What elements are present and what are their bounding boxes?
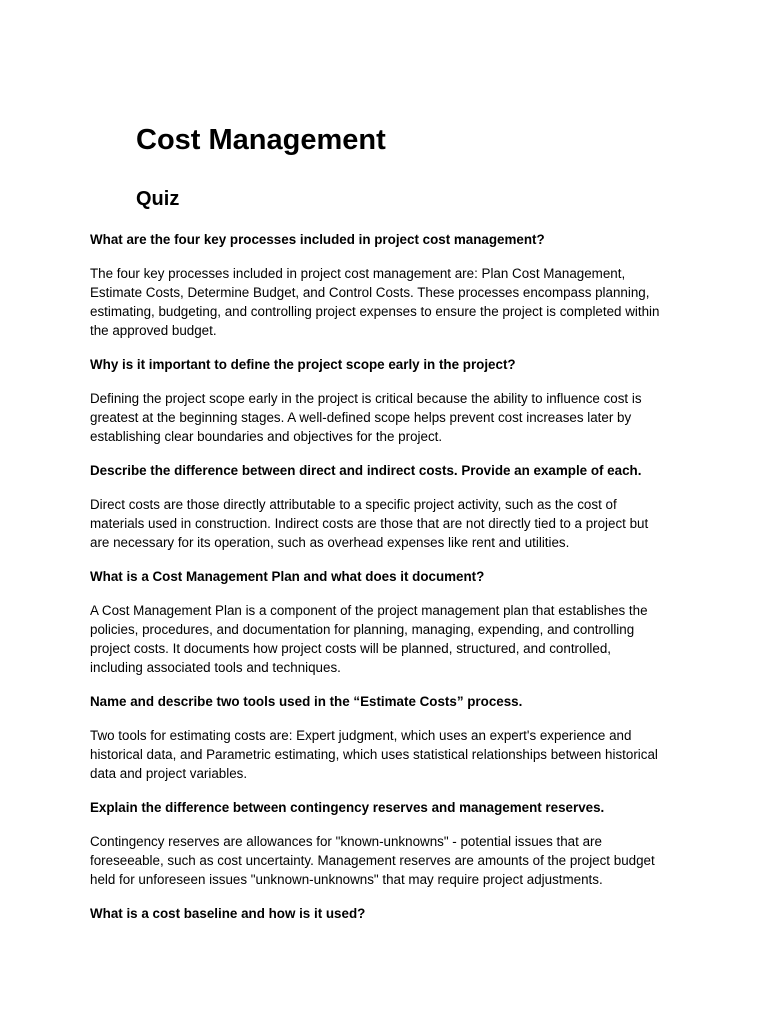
answer-line: Contingency reserves are allowances for "known-unknowns" - potential issues that are: [90, 834, 602, 849]
answer-line: project costs. It documents how project costs will be planned, structured, and controlled,: [90, 641, 612, 656]
answer-line: materials used in construction. Indirect costs are those that are not directly tied to a project but: [90, 516, 649, 531]
quiz-qa-list: [90, 230, 688, 923]
answer-line: foreseeable, such as cost uncertainty. Management reserves are amounts of the project budget: [90, 853, 655, 868]
question-text: What is a cost baseline and how is it used?: [90, 906, 366, 921]
answer-line: the approved budget.: [90, 323, 217, 338]
answer-line: policies, procedures, and documentation for planning, managing, expending, and controlling: [90, 622, 635, 637]
question-text: What is a Cost Management Plan and what does it document?: [90, 569, 485, 584]
answer-line: Estimate Costs, Determine Budget, and Control Costs. These processes encompass planning,: [90, 285, 650, 300]
answer-line: The four key processes included in project cost management are: Plan Cost Management,: [90, 266, 626, 281]
question-text: What are the four key processes included in project cost management?: [90, 232, 545, 247]
answer-text: [90, 726, 688, 783]
qa-item: [90, 461, 688, 552]
answer-text: [90, 495, 688, 552]
qa-item: [90, 355, 688, 446]
answer-line: held for unforeseen issues "unknown-unknowns" that may require project adjustments.: [90, 872, 603, 887]
qa-item: [90, 230, 688, 340]
answer-line: Defining the project scope early in the project is critical because the ability to influence cost is: [90, 391, 642, 406]
answer-line: Direct costs are those directly attributable to a specific project activity, such as the cost of: [90, 497, 617, 512]
answer-line: establishing clear boundaries and objectives for the project.: [90, 429, 443, 444]
answer-text: [90, 601, 688, 677]
qa-item: [90, 567, 688, 677]
answer-line: historical data, and Parametric estimating, which uses statistical relationships between historical: [90, 747, 658, 762]
qa-item: [90, 692, 688, 783]
answer-line: greatest at the beginning stages. A well-defined scope helps prevent cost increases later by: [90, 410, 632, 425]
qa-item: [90, 904, 688, 923]
question-text: Describe the difference between direct and indirect costs. Provide an example of each.: [90, 463, 642, 478]
answer-line: data and project variables.: [90, 766, 248, 781]
answer-line: Two tools for estimating costs are: Expert judgment, which uses an expert's experience and: [90, 728, 632, 743]
answer-text: [90, 832, 688, 889]
answer-line: are necessary for its operation, such as overhead expenses like rent and utilities.: [90, 535, 570, 550]
document-title: Cost Management: [136, 124, 386, 156]
document-subtitle: Quiz: [136, 188, 180, 210]
question-text: Name and describe two tools used in the “Estimate Costs” process.: [90, 694, 523, 709]
answer-line: A Cost Management Plan is a component of the project management plan that establishes the: [90, 603, 648, 618]
answer-text: [90, 264, 688, 340]
question-text: Explain the difference between contingency reserves and management reserves.: [90, 800, 605, 815]
answer-line: estimating, budgeting, and controlling project expenses to ensure the project is completed within: [90, 304, 660, 319]
answer-text: [90, 389, 688, 446]
question-text: Why is it important to define the project scope early in the project?: [90, 357, 516, 372]
qa-item: [90, 798, 688, 889]
answer-line: including associated tools and techniques.: [90, 660, 341, 675]
